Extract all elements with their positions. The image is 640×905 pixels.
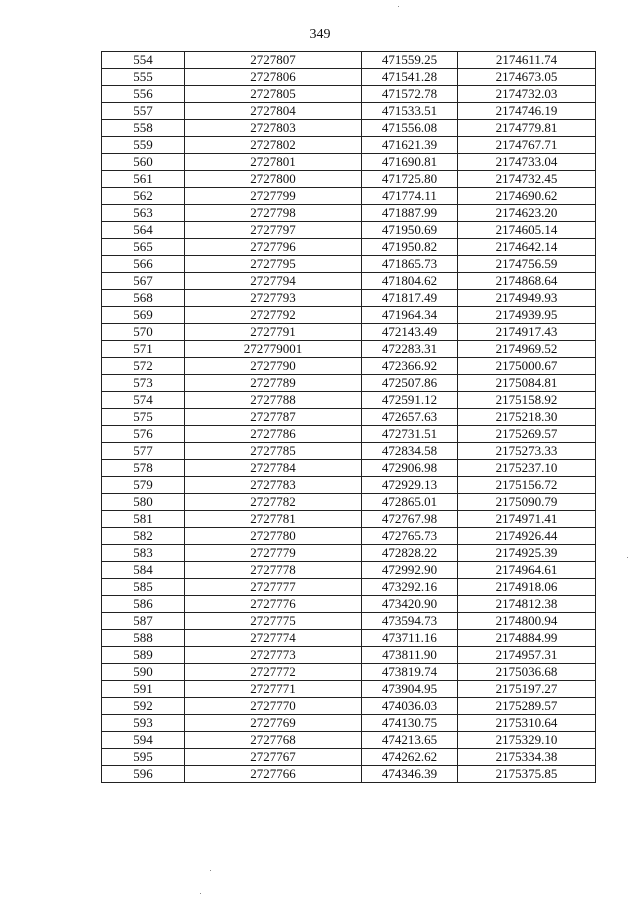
point-id-cell: 2727803: [185, 120, 362, 137]
table-row: [102, 664, 596, 681]
y-coordinate-cell: 2174971.41: [458, 511, 596, 528]
point-id-cell: 2727788: [185, 392, 362, 409]
y-coordinate-cell: 2174732.45: [458, 171, 596, 188]
x-coordinate-cell: 472366.92: [362, 358, 458, 375]
x-coordinate-cell: 471559.25: [362, 52, 458, 69]
x-coordinate-cell: 473420.90: [362, 596, 458, 613]
point-number-cell: 580: [102, 494, 185, 511]
x-coordinate-cell: 472906.98: [362, 460, 458, 477]
point-number-cell: 556: [102, 86, 185, 103]
x-coordinate-cell: 472765.73: [362, 528, 458, 545]
y-coordinate-cell: 2174949.93: [458, 290, 596, 307]
y-coordinate-cell: 2174939.95: [458, 307, 596, 324]
x-coordinate-cell: 473594.73: [362, 613, 458, 630]
x-coordinate-cell: 471817.49: [362, 290, 458, 307]
table-row: [102, 613, 596, 630]
y-coordinate-cell: 2174964.61: [458, 562, 596, 579]
x-coordinate-cell: 474130.75: [362, 715, 458, 732]
table-row: [102, 375, 596, 392]
y-coordinate-cell: 2174756.59: [458, 256, 596, 273]
point-id-cell: 2727802: [185, 137, 362, 154]
point-number-cell: 563: [102, 205, 185, 222]
point-number-cell: 596: [102, 766, 185, 783]
point-id-cell: 2727771: [185, 681, 362, 698]
table-row: [102, 256, 596, 273]
point-id-cell: 2727777: [185, 579, 362, 596]
x-coordinate-cell: 473819.74: [362, 664, 458, 681]
y-coordinate-cell: 2174733.04: [458, 154, 596, 171]
point-id-cell: 2727795: [185, 256, 362, 273]
table-row: [102, 596, 596, 613]
table-row: [102, 103, 596, 120]
point-number-cell: 573: [102, 375, 185, 392]
point-id-cell: 2727805: [185, 86, 362, 103]
y-coordinate-cell: 2175289.57: [458, 698, 596, 715]
y-coordinate-cell: 2174732.03: [458, 86, 596, 103]
point-id-cell: 2727800: [185, 171, 362, 188]
y-coordinate-cell: 2175036.68: [458, 664, 596, 681]
table-row: [102, 324, 596, 341]
point-number-cell: 581: [102, 511, 185, 528]
point-id-cell: 2727806: [185, 69, 362, 86]
y-coordinate-cell: 2174623.20: [458, 205, 596, 222]
table-row: [102, 562, 596, 579]
table-row: [102, 239, 596, 256]
y-coordinate-cell: 2174926.44: [458, 528, 596, 545]
scan-speck: [200, 893, 201, 894]
y-coordinate-cell: 2175158.92: [458, 392, 596, 409]
point-id-cell: 2727772: [185, 664, 362, 681]
point-number-cell: 582: [102, 528, 185, 545]
point-id-cell: 2727766: [185, 766, 362, 783]
y-coordinate-cell: 2175269.57: [458, 426, 596, 443]
table-row: [102, 392, 596, 409]
y-coordinate-cell: 2175090.79: [458, 494, 596, 511]
point-id-cell: 2727780: [185, 528, 362, 545]
point-id-cell: 2727770: [185, 698, 362, 715]
y-coordinate-cell: 2174642.14: [458, 239, 596, 256]
point-number-cell: 562: [102, 188, 185, 205]
table-row: [102, 52, 596, 69]
x-coordinate-cell: 471556.08: [362, 120, 458, 137]
table-row: [102, 341, 596, 358]
coordinates-table: [101, 51, 596, 783]
table-row: [102, 358, 596, 375]
x-coordinate-cell: 472929.13: [362, 477, 458, 494]
table-row: [102, 426, 596, 443]
point-number-cell: 586: [102, 596, 185, 613]
point-number-cell: 583: [102, 545, 185, 562]
point-number-cell: 557: [102, 103, 185, 120]
x-coordinate-cell: 471690.81: [362, 154, 458, 171]
point-id-cell: 2727768: [185, 732, 362, 749]
point-id-cell: 2727794: [185, 273, 362, 290]
y-coordinate-cell: 2175000.67: [458, 358, 596, 375]
table-row: [102, 273, 596, 290]
x-coordinate-cell: 474213.65: [362, 732, 458, 749]
point-id-cell: 2727774: [185, 630, 362, 647]
y-coordinate-cell: 2174611.74: [458, 52, 596, 69]
x-coordinate-cell: 472143.49: [362, 324, 458, 341]
x-coordinate-cell: 472992.90: [362, 562, 458, 579]
point-number-cell: 567: [102, 273, 185, 290]
point-id-cell: 2727787: [185, 409, 362, 426]
point-number-cell: 588: [102, 630, 185, 647]
x-coordinate-cell: 471964.34: [362, 307, 458, 324]
x-coordinate-cell: 471804.62: [362, 273, 458, 290]
point-number-cell: 578: [102, 460, 185, 477]
table-row: [102, 579, 596, 596]
x-coordinate-cell: 471621.39: [362, 137, 458, 154]
table-row: [102, 630, 596, 647]
point-id-cell: 2727782: [185, 494, 362, 511]
point-id-cell: 2727783: [185, 477, 362, 494]
point-id-cell: 2727797: [185, 222, 362, 239]
point-number-cell: 576: [102, 426, 185, 443]
point-number-cell: 577: [102, 443, 185, 460]
point-id-cell: 2727792: [185, 307, 362, 324]
y-coordinate-cell: 2175334.38: [458, 749, 596, 766]
point-number-cell: 559: [102, 137, 185, 154]
point-number-cell: 558: [102, 120, 185, 137]
point-number-cell: 571: [102, 341, 185, 358]
point-number-cell: 568: [102, 290, 185, 307]
point-number-cell: 589: [102, 647, 185, 664]
point-id-cell: 2727793: [185, 290, 362, 307]
y-coordinate-cell: 2174918.06: [458, 579, 596, 596]
point-number-cell: 579: [102, 477, 185, 494]
point-number-cell: 566: [102, 256, 185, 273]
y-coordinate-cell: 2174690.62: [458, 188, 596, 205]
x-coordinate-cell: 471774.11: [362, 188, 458, 205]
x-coordinate-cell: 471865.73: [362, 256, 458, 273]
y-coordinate-cell: 2174925.39: [458, 545, 596, 562]
point-id-cell: 2727801: [185, 154, 362, 171]
table-row: [102, 69, 596, 86]
point-id-cell: 2727790: [185, 358, 362, 375]
point-number-cell: 593: [102, 715, 185, 732]
point-number-cell: 560: [102, 154, 185, 171]
x-coordinate-cell: 471541.28: [362, 69, 458, 86]
table-row: [102, 545, 596, 562]
point-id-cell: 2727791: [185, 324, 362, 341]
y-coordinate-cell: 2175218.30: [458, 409, 596, 426]
table-row: [102, 154, 596, 171]
x-coordinate-cell: 471725.80: [362, 171, 458, 188]
point-number-cell: 570: [102, 324, 185, 341]
y-coordinate-cell: 2175156.72: [458, 477, 596, 494]
y-coordinate-cell: 2174917.43: [458, 324, 596, 341]
point-number-cell: 594: [102, 732, 185, 749]
table-row: [102, 494, 596, 511]
table-row: [102, 511, 596, 528]
table-row: [102, 647, 596, 664]
page-number: 349: [309, 27, 331, 42]
x-coordinate-cell: 471572.78: [362, 86, 458, 103]
y-coordinate-cell: 2174673.05: [458, 69, 596, 86]
y-coordinate-cell: 2175310.64: [458, 715, 596, 732]
point-number-cell: 584: [102, 562, 185, 579]
table-row: [102, 205, 596, 222]
x-coordinate-cell: 471950.69: [362, 222, 458, 239]
x-coordinate-cell: 473292.16: [362, 579, 458, 596]
table-row: [102, 137, 596, 154]
y-coordinate-cell: 2174746.19: [458, 103, 596, 120]
point-id-cell: 2727776: [185, 596, 362, 613]
y-coordinate-cell: 2175375.85: [458, 766, 596, 783]
y-coordinate-cell: 2174605.14: [458, 222, 596, 239]
x-coordinate-cell: 474036.03: [362, 698, 458, 715]
y-coordinate-cell: 2174800.94: [458, 613, 596, 630]
point-id-cell: 2727778: [185, 562, 362, 579]
y-coordinate-cell: 2174767.71: [458, 137, 596, 154]
point-id-cell: 2727781: [185, 511, 362, 528]
y-coordinate-cell: 2175237.10: [458, 460, 596, 477]
coordinates-table-body: [102, 52, 596, 783]
point-number-cell: 575: [102, 409, 185, 426]
point-id-cell: 2727789: [185, 375, 362, 392]
table-row: [102, 749, 596, 766]
x-coordinate-cell: 471950.82: [362, 239, 458, 256]
y-coordinate-cell: 2175329.10: [458, 732, 596, 749]
table-row: [102, 766, 596, 783]
point-id-cell: 2727784: [185, 460, 362, 477]
point-id-cell: 2727796: [185, 239, 362, 256]
point-number-cell: 574: [102, 392, 185, 409]
x-coordinate-cell: 471887.99: [362, 205, 458, 222]
point-number-cell: 592: [102, 698, 185, 715]
table-row: [102, 681, 596, 698]
point-id-cell: 2727785: [185, 443, 362, 460]
point-id-cell: 2727769: [185, 715, 362, 732]
x-coordinate-cell: 472834.58: [362, 443, 458, 460]
point-number-cell: 554: [102, 52, 185, 69]
table-row: [102, 307, 596, 324]
table-row: [102, 188, 596, 205]
x-coordinate-cell: 472865.01: [362, 494, 458, 511]
y-coordinate-cell: 2175197.27: [458, 681, 596, 698]
point-number-cell: 585: [102, 579, 185, 596]
point-id-cell: 2727804: [185, 103, 362, 120]
point-id-cell: 2727773: [185, 647, 362, 664]
y-coordinate-cell: 2174868.64: [458, 273, 596, 290]
y-coordinate-cell: 2175273.33: [458, 443, 596, 460]
point-id-cell: 2727767: [185, 749, 362, 766]
table-row: [102, 460, 596, 477]
point-number-cell: 595: [102, 749, 185, 766]
point-number-cell: 572: [102, 358, 185, 375]
x-coordinate-cell: 473811.90: [362, 647, 458, 664]
point-id-cell: 272779001: [185, 341, 362, 358]
x-coordinate-cell: 472507.86: [362, 375, 458, 392]
table-row: [102, 86, 596, 103]
y-coordinate-cell: 2174957.31: [458, 647, 596, 664]
point-id-cell: 2727799: [185, 188, 362, 205]
point-id-cell: 2727798: [185, 205, 362, 222]
point-id-cell: 2727786: [185, 426, 362, 443]
scan-speck: [627, 557, 628, 558]
y-coordinate-cell: 2174812.38: [458, 596, 596, 613]
table-row: [102, 715, 596, 732]
x-coordinate-cell: 472591.12: [362, 392, 458, 409]
x-coordinate-cell: 472828.22: [362, 545, 458, 562]
table-row: [102, 528, 596, 545]
x-coordinate-cell: 474262.62: [362, 749, 458, 766]
scan-speck: [398, 6, 399, 7]
table-row: [102, 290, 596, 307]
y-coordinate-cell: 2174779.81: [458, 120, 596, 137]
point-number-cell: 590: [102, 664, 185, 681]
scan-speck: [210, 870, 211, 871]
x-coordinate-cell: 472731.51: [362, 426, 458, 443]
point-number-cell: 555: [102, 69, 185, 86]
table-row: [102, 222, 596, 239]
x-coordinate-cell: 472283.31: [362, 341, 458, 358]
point-id-cell: 2727779: [185, 545, 362, 562]
x-coordinate-cell: 472657.63: [362, 409, 458, 426]
point-number-cell: 565: [102, 239, 185, 256]
table-row: [102, 698, 596, 715]
table-row: [102, 171, 596, 188]
point-id-cell: 2727807: [185, 52, 362, 69]
point-id-cell: 2727775: [185, 613, 362, 630]
x-coordinate-cell: 471533.51: [362, 103, 458, 120]
y-coordinate-cell: 2174969.52: [458, 341, 596, 358]
x-coordinate-cell: 473711.16: [362, 630, 458, 647]
table-row: [102, 409, 596, 426]
table-row: [102, 443, 596, 460]
y-coordinate-cell: 2174884.99: [458, 630, 596, 647]
table-row: [102, 120, 596, 137]
x-coordinate-cell: 472767.98: [362, 511, 458, 528]
point-number-cell: 591: [102, 681, 185, 698]
point-number-cell: 569: [102, 307, 185, 324]
table-row: [102, 732, 596, 749]
x-coordinate-cell: 474346.39: [362, 766, 458, 783]
table-row: [102, 477, 596, 494]
y-coordinate-cell: 2175084.81: [458, 375, 596, 392]
point-number-cell: 561: [102, 171, 185, 188]
x-coordinate-cell: 473904.95: [362, 681, 458, 698]
point-number-cell: 587: [102, 613, 185, 630]
point-number-cell: 564: [102, 222, 185, 239]
